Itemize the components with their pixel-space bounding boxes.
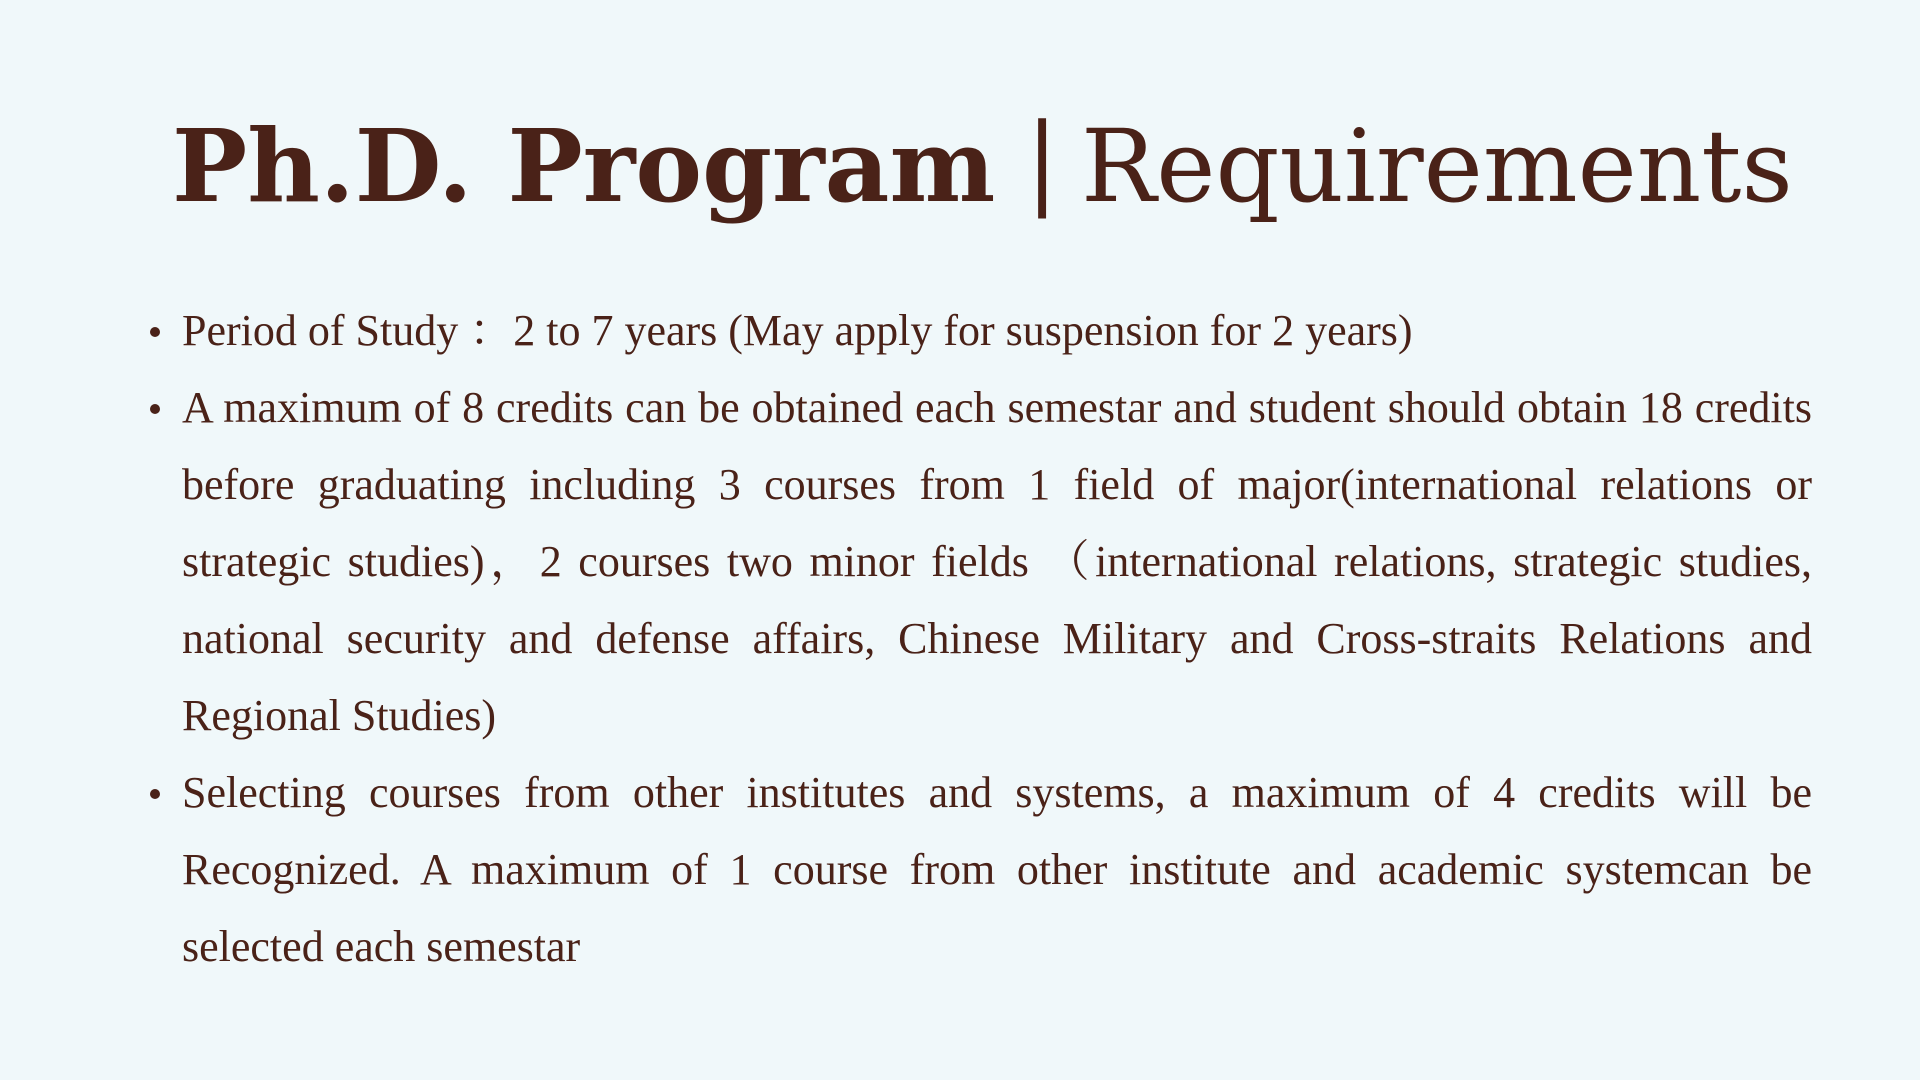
page-title-main: Ph.D. Program [172,107,996,225]
page-title-sub: Requirements [1081,108,1793,225]
requirement-external-courses: Selecting courses from other institutes and systems, a maximum of 4 credits will be Recognized. A maximum of 1 course from other institute and academic systemcan be selected each semestar [150,754,1812,985]
requirement-period-of-study: Period of Study ：2 to 7 years (May apply for suspension for 2 years) [150,292,1812,369]
page-title-separator: | [1025,102,1059,219]
requirements-list [150,292,1812,985]
requirements-content [150,292,1812,985]
requirement-credits: A maximum of 8 credits can be obtained each semestar and student should obtain 18 credits before graduating including 3 courses from 1 field of major(international relations or strategic studies)，2 courses two minor fields （international relations, strategic studies, national security and defense affairs, Chinese Military and Cross-straits Relations and Regional Studies) [150,369,1812,754]
page-title [172,96,1793,237]
